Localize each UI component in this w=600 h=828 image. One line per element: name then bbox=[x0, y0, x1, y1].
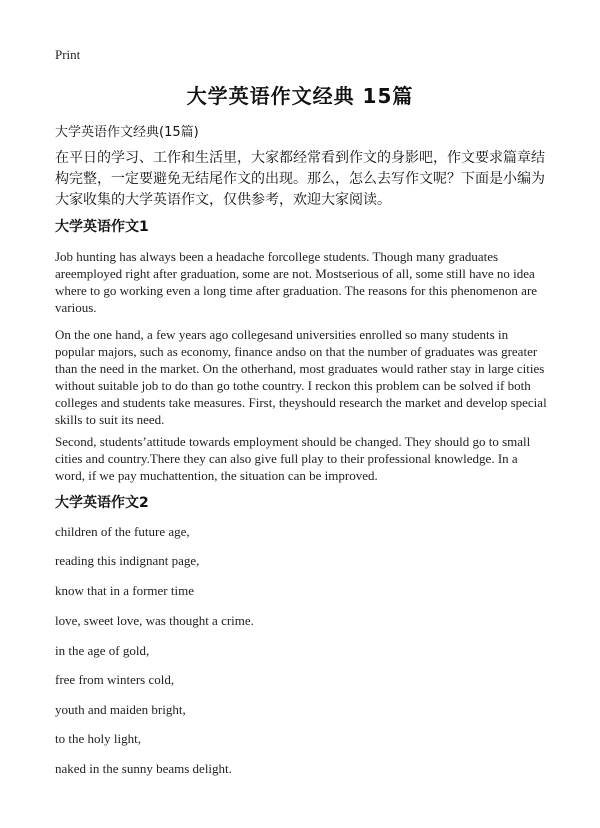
poem-line: to the holy light, bbox=[55, 731, 141, 746]
document-subtitle: 大学英语作文经典(15篇) bbox=[55, 125, 199, 140]
essay1-paragraph-2: On the one hand, a few years ago collegesand universities enrolled so many students in popular majors, such as economy, finance andso on that the number of graduates was greater than the need in the market. On the otherhand, most graduates would rather stay in large cities without suitable job to do than go tothe country. I reckon this problem can be solved if both colleges and students take measures. First, theyshould research the market and develop special skills to suit its need. bbox=[55, 327, 547, 427]
document-title: 大学英语作文经典 15篇 bbox=[186, 84, 414, 108]
essay1-paragraph-1: Job hunting has always been a headache forcollege students. Though many graduates areemployed right after graduation, some are not. Mostserious of all, some still have no idea where to go working even a long time after graduation. The reasons for this phenomenon are various. bbox=[55, 249, 538, 315]
poem-line: children of the future age, bbox=[55, 524, 190, 539]
intro-paragraph: 在平日的学习、工作和生活里，大家都经常看到作文的身影吧，作文要求篇章结构完整，一定要避免无结尾作文的出现。那么，怎么去写作文呢？下面是小编为大家收集的大学英语作文，仅供参考，欢迎大家阅读。 bbox=[55, 150, 545, 208]
essay1-paragraph-3: Second, students’attitude towards employment should be changed. They should go to small cities and country.There they can also give full play to their professional knowledge. In a word, if we pay muchattention, the situation can be improved. bbox=[55, 434, 531, 483]
poem-line: reading this indignant page, bbox=[55, 553, 200, 568]
section-heading-1: 大学英语作文1 bbox=[55, 219, 149, 235]
print-label: Print bbox=[55, 47, 81, 62]
poem-line: in the age of gold, bbox=[55, 643, 150, 658]
poem-line: free from winters cold, bbox=[55, 672, 175, 687]
poem-line: love, sweet love, was thought a crime. bbox=[55, 613, 254, 628]
poem-line: naked in the sunny beams delight. bbox=[55, 761, 232, 776]
poem-line: know that in a former time bbox=[55, 583, 194, 598]
section-heading-2: 大学英语作文2 bbox=[55, 495, 149, 511]
poem-line: youth and maiden bright, bbox=[55, 702, 186, 717]
